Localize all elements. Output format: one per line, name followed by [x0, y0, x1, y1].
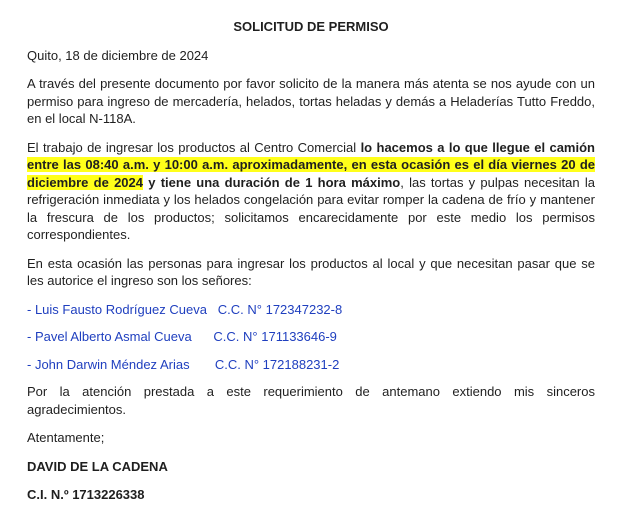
person-name: - Luis Fausto Rodríguez Cueva: [27, 301, 207, 317]
place-date: Quito, 18 de diciembre de 2024: [27, 47, 209, 63]
schedule-text-b: lo hacemos a lo que llegue el camión: [360, 139, 595, 155]
person-name: - John Darwin Méndez Arias: [27, 356, 190, 372]
persons-list: [27, 301, 595, 374]
person-cc: C.C. N° 171133646-9: [213, 329, 337, 344]
schedule-text-a: El trabajo de ingresar los productos al Centro Comercial: [27, 139, 361, 155]
schedule-text-e: , las tortas y pulpas necesitan la refrigeración inmediata y los helados congelación para evitar romper la cadena de frío y mantener la frescura de los productos; solicitamos encarecidamente por este medio los permisos correspondientes.: [27, 174, 595, 242]
paragraph-schedule: [27, 139, 595, 244]
schedule-text-d: y tiene una duración de 1 hora máximo: [143, 174, 401, 190]
closing-text: Atentamente;: [27, 430, 105, 445]
person-item: [27, 328, 595, 346]
signer-id: C.I. N.º 1713226338: [27, 487, 145, 502]
person-cc: C.C. N° 172188231-2: [214, 356, 340, 372]
document-title: SOLICITUD DE PERMISO: [233, 19, 389, 34]
signer-name: DAVID DE LA CADENA: [27, 458, 168, 474]
paragraph-thanks: Por la atención prestada a este requerimiento de antemano extiendo mis sinceros agradecimientos.: [27, 384, 595, 417]
person-item: [27, 301, 595, 319]
paragraph-persons-intro: En esta ocasión las personas para ingresar los productos al local y que necesitan pasar que se les autorice el ingreso son los señores:: [27, 255, 595, 288]
person-name: - Pavel Alberto Asmal Cueva: [27, 329, 192, 344]
person-cc: C.C. N° 172347232-8: [217, 301, 343, 317]
paragraph-request: A través del presente documento por favor solicito de la manera más atenta se nos ayude con un permiso para ingreso de mercadería, helados, tortas heladas y demás a Heladerías Tutto Freddo, en el local N-118A.: [27, 76, 595, 126]
person-item: [27, 356, 595, 374]
schedule-highlight: entre las 08:40 a.m. y 10:00 a.m. aproximadamente, en esta ocasión es el día viernes 20 de diciembre de 2024: [27, 157, 595, 190]
